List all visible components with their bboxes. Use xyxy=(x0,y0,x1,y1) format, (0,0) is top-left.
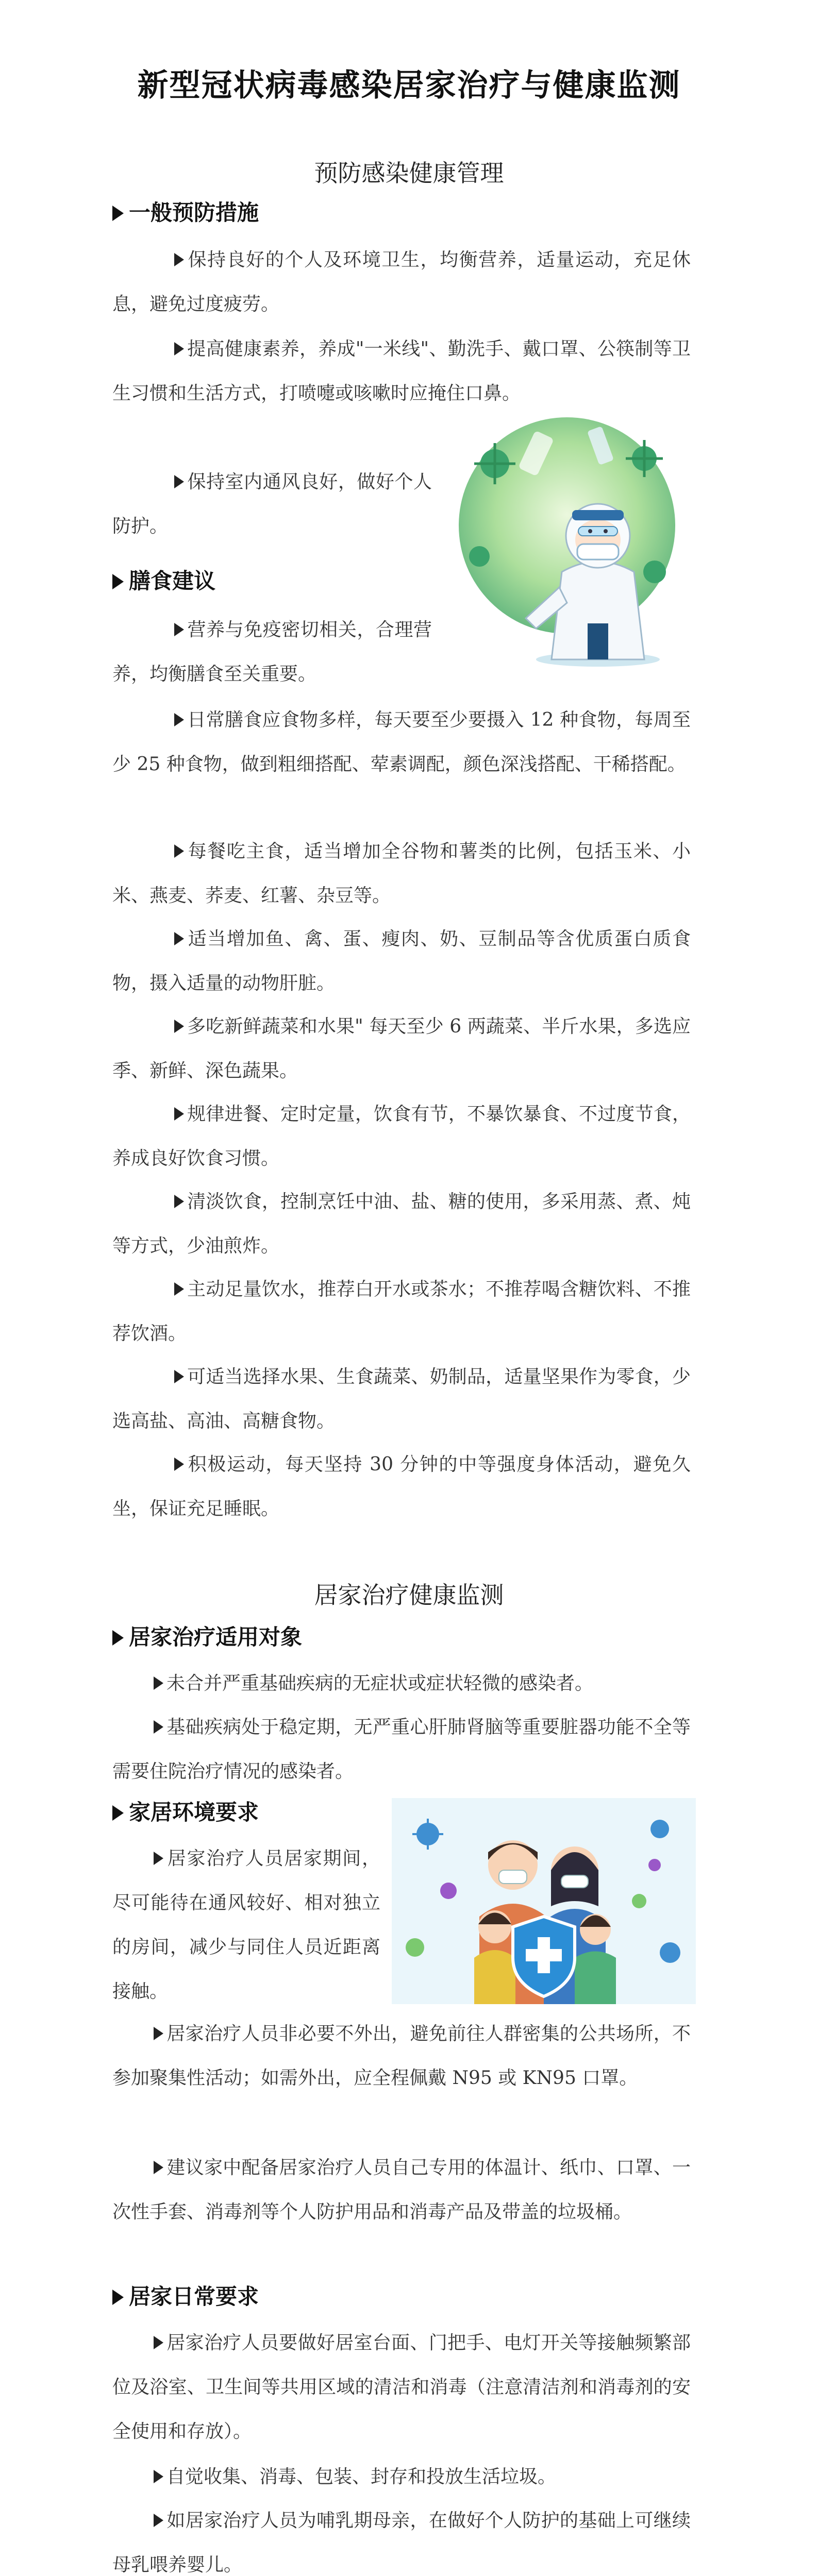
triangle-bullet-icon xyxy=(174,1020,184,1033)
family-shield-illustration xyxy=(392,1798,696,2004)
triangle-bullet-icon xyxy=(154,1676,163,1690)
triangle-bullet-icon xyxy=(174,253,184,266)
triangle-bullet-icon xyxy=(154,2470,163,2483)
triangle-bullet-icon xyxy=(154,2161,163,2174)
triangle-bullet-icon xyxy=(174,1107,184,1121)
paragraph: 可适当选择水果、生食蔬菜、奶制品，适量坚果作为零食，少选高盐、高油、高糖食物。 xyxy=(112,1366,691,1432)
paragraph: 基础疾病处于稳定期，无严重心肝肺肾脑等重要脏器功能不全等需要住院治疗情况的感染者。 xyxy=(112,1717,691,1782)
paragraph: 适当增加鱼、禽、蛋、瘦肉、奶、豆制品等含优质蛋白质食物，摄入适量的动物肝脏。 xyxy=(112,928,691,994)
paragraph: 主动足量饮水，推荐白开水或茶水；不推荐喝含糖饮料、不推荐饮酒。 xyxy=(112,1279,691,1344)
triangle-bullet-icon xyxy=(174,623,184,636)
subheading-label: 家居环境要求 xyxy=(129,1800,259,1825)
triangle-bullet-icon xyxy=(174,713,184,726)
subheading-label: 居家日常要求 xyxy=(129,2284,259,2309)
triangle-bullet-icon xyxy=(154,1720,163,1734)
paragraph: 如居家治疗人员为哺乳期母亲，在做好个人防护的基础上可继续母乳喂养婴儿。 xyxy=(112,2510,691,2575)
triangle-bullet-icon xyxy=(112,574,124,589)
triangle-bullet-icon xyxy=(174,1282,184,1296)
triangle-bullet-icon xyxy=(174,475,184,488)
triangle-bullet-icon xyxy=(174,844,184,858)
triangle-bullet-icon xyxy=(112,1805,124,1821)
paragraph: 居家治疗人员非必要不外出，避免前往人群密集的公共场所，不参加聚集性活动；如需外出，应全程佩戴 N95 或 KN95 口罩。 xyxy=(112,2023,691,2089)
triangle-bullet-icon xyxy=(112,206,124,221)
paragraph: 规律进餐、定时定量，饮食有节，不暴饮暴食、不过度节食，养成良好饮食习惯。 xyxy=(112,1104,691,1169)
paragraph: 积极运动，每天坚持 30 分钟的中等强度身体活动，避免久坐，保证充足睡眠。 xyxy=(112,1454,691,1519)
triangle-bullet-icon xyxy=(174,932,184,945)
triangle-bullet-icon xyxy=(174,1458,184,1471)
paragraph: 居家治疗人员居家期间，尽可能待在通风较好、相对独立的房间，减少与同住人员近距离接触。 xyxy=(112,1848,380,2002)
section-heading-home-treatment: 居家治疗健康监测 xyxy=(314,1581,504,1609)
section-heading-prevention: 预防感染健康管理 xyxy=(314,159,504,187)
paragraph: 清淡饮食，控制烹饪中油、盐、糖的使用，多采用蒸、煮、炖等方式，少油煎炸。 xyxy=(112,1191,691,1257)
paragraph: 自觉收集、消毒、包装、封存和投放生活垃圾。 xyxy=(112,2455,691,2499)
triangle-bullet-icon xyxy=(154,2514,163,2527)
triangle-bullet-icon xyxy=(154,1852,163,1865)
triangle-bullet-icon xyxy=(174,1195,184,1208)
doctor-virus-illustration xyxy=(448,402,696,670)
paragraph: 提高健康素养，养成"一米线"、勤洗手、戴口罩、公筷制等卫生习惯和生活方式，打喷嚏或咳嗽时应掩住口鼻。 xyxy=(112,338,691,404)
paragraph: 营养与免疫密切相关，合理营养，均衡膳食至关重要。 xyxy=(112,619,432,685)
triangle-bullet-icon xyxy=(174,342,184,355)
triangle-bullet-icon xyxy=(174,1370,184,1383)
paragraph: 建议家中配备居家治疗人员自己专用的体温计、纸巾、口罩、一次性手套、消毒剂等个人防护用品和消毒产品及带盖的垃圾桶。 xyxy=(112,2157,691,2223)
subheading-eligible-patients xyxy=(112,1620,302,1651)
triangle-bullet-icon xyxy=(154,2027,163,2040)
paragraph: 保持室内通风良好，做好个人防护。 xyxy=(112,471,432,537)
subheading-daily-requirements xyxy=(112,2280,259,2311)
paragraph: 居家治疗人员要做好居室台面、门把手、电灯开关等接触频繁部位及浴室、卫生间等共用区域的清洁和消毒（注意清洁剂和消毒剂的安全使用和存放）。 xyxy=(112,2332,691,2442)
paragraph: 多吃新鲜蔬菜和水果" 每天至少 6 两蔬菜、半斤水果，多选应季、新鲜、深色蔬果。 xyxy=(112,1016,691,1081)
triangle-bullet-icon xyxy=(154,2336,163,2349)
subheading-diet xyxy=(112,564,215,595)
paragraph: 每餐吃主食，适当增加全谷物和薯类的比例，包括玉米、小米、燕麦、荞麦、红薯、杂豆等。 xyxy=(112,841,691,906)
subheading-label: 一般预防措施 xyxy=(129,200,259,225)
paragraph: 保持良好的个人及环境卫生，均衡营养，适量运动，充足休息，避免过度疲劳。 xyxy=(112,249,691,315)
triangle-bullet-icon xyxy=(112,2290,124,2305)
paragraph: 未合并严重基础疾病的无症状或症状轻微的感染者。 xyxy=(112,1662,691,1706)
subheading-label: 居家治疗适用对象 xyxy=(129,1624,303,1650)
subheading-home-environment xyxy=(112,1795,259,1826)
subheading-label: 膳食建议 xyxy=(129,568,216,594)
subheading-general-prevention xyxy=(112,196,259,227)
triangle-bullet-icon xyxy=(112,1630,124,1646)
paragraph: 日常膳食应食物多样，每天要至少要摄入 12 种食物，每周至少 25 种食物，做到粗细搭配、荤素调配，颜色深浅搭配、干稀搭配。 xyxy=(112,709,691,775)
page-title: 新型冠状病毒感染居家治疗与健康监测 xyxy=(137,67,681,104)
